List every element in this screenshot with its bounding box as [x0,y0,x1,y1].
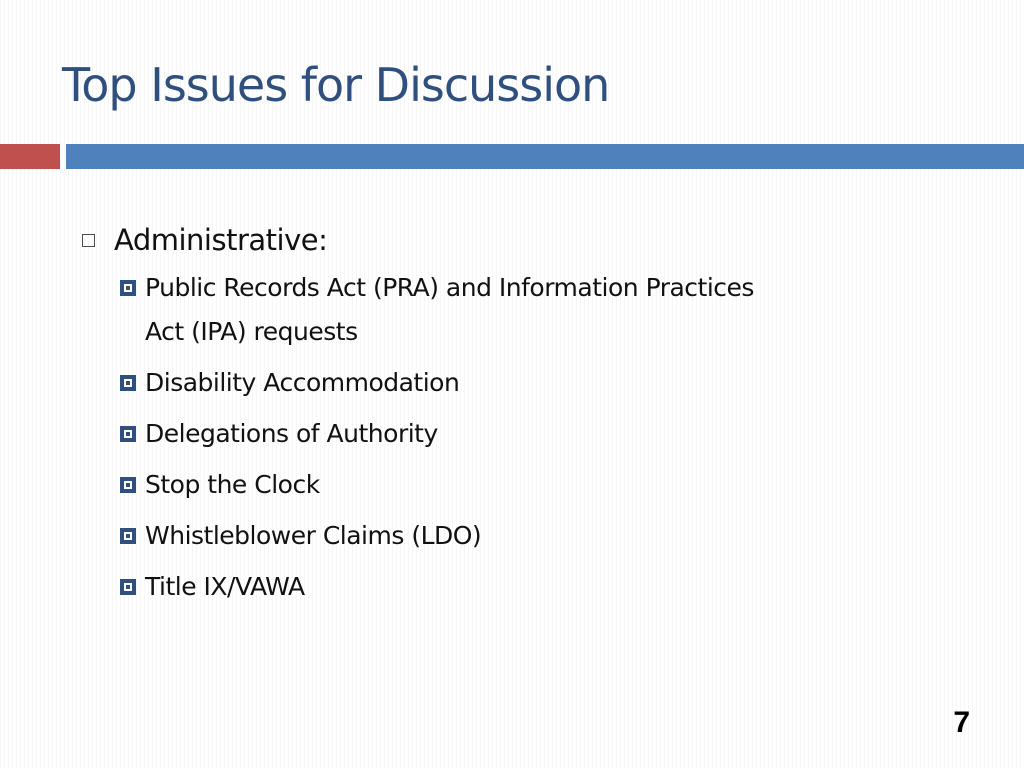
sub-bullet-text: Public Records Act (PRA) and Information Practices Act (IPA) requests [145,273,754,346]
sub-bullet-text: Whistleblower Claims (LDO) [145,521,482,550]
filled-square-icon [120,528,136,544]
filled-square-icon [120,280,136,296]
sub-bullet-item [120,418,980,456]
page-number: 7 [953,706,970,739]
sub-bullet-item [120,272,980,354]
title-accent-bar-blue [66,144,1024,169]
filled-square-icon [120,375,136,391]
sub-bullet-text: Disability Accommodation [145,368,460,397]
filled-square-icon [120,477,136,493]
bullet-administrative [80,220,980,260]
filled-square-icon [120,579,136,595]
slide-title: Top Issues for Discussion [62,58,610,112]
sub-bullet-text: Title IX/VAWA [145,572,305,601]
sub-bullet-text: Delegations of Authority [145,419,438,448]
filled-square-icon [120,426,136,442]
sub-bullet-item [120,469,980,507]
slide-content [80,220,980,622]
sub-bullet-item [120,520,980,558]
sub-bullet-item [120,571,980,609]
sub-bullet-item [120,367,980,405]
sub-bullet-text: Stop the Clock [145,470,320,499]
hollow-square-icon [82,234,95,247]
bullet-text: Administrative: [114,223,328,257]
title-accent-bar-red [0,144,60,169]
sub-bullet-list [120,272,980,609]
